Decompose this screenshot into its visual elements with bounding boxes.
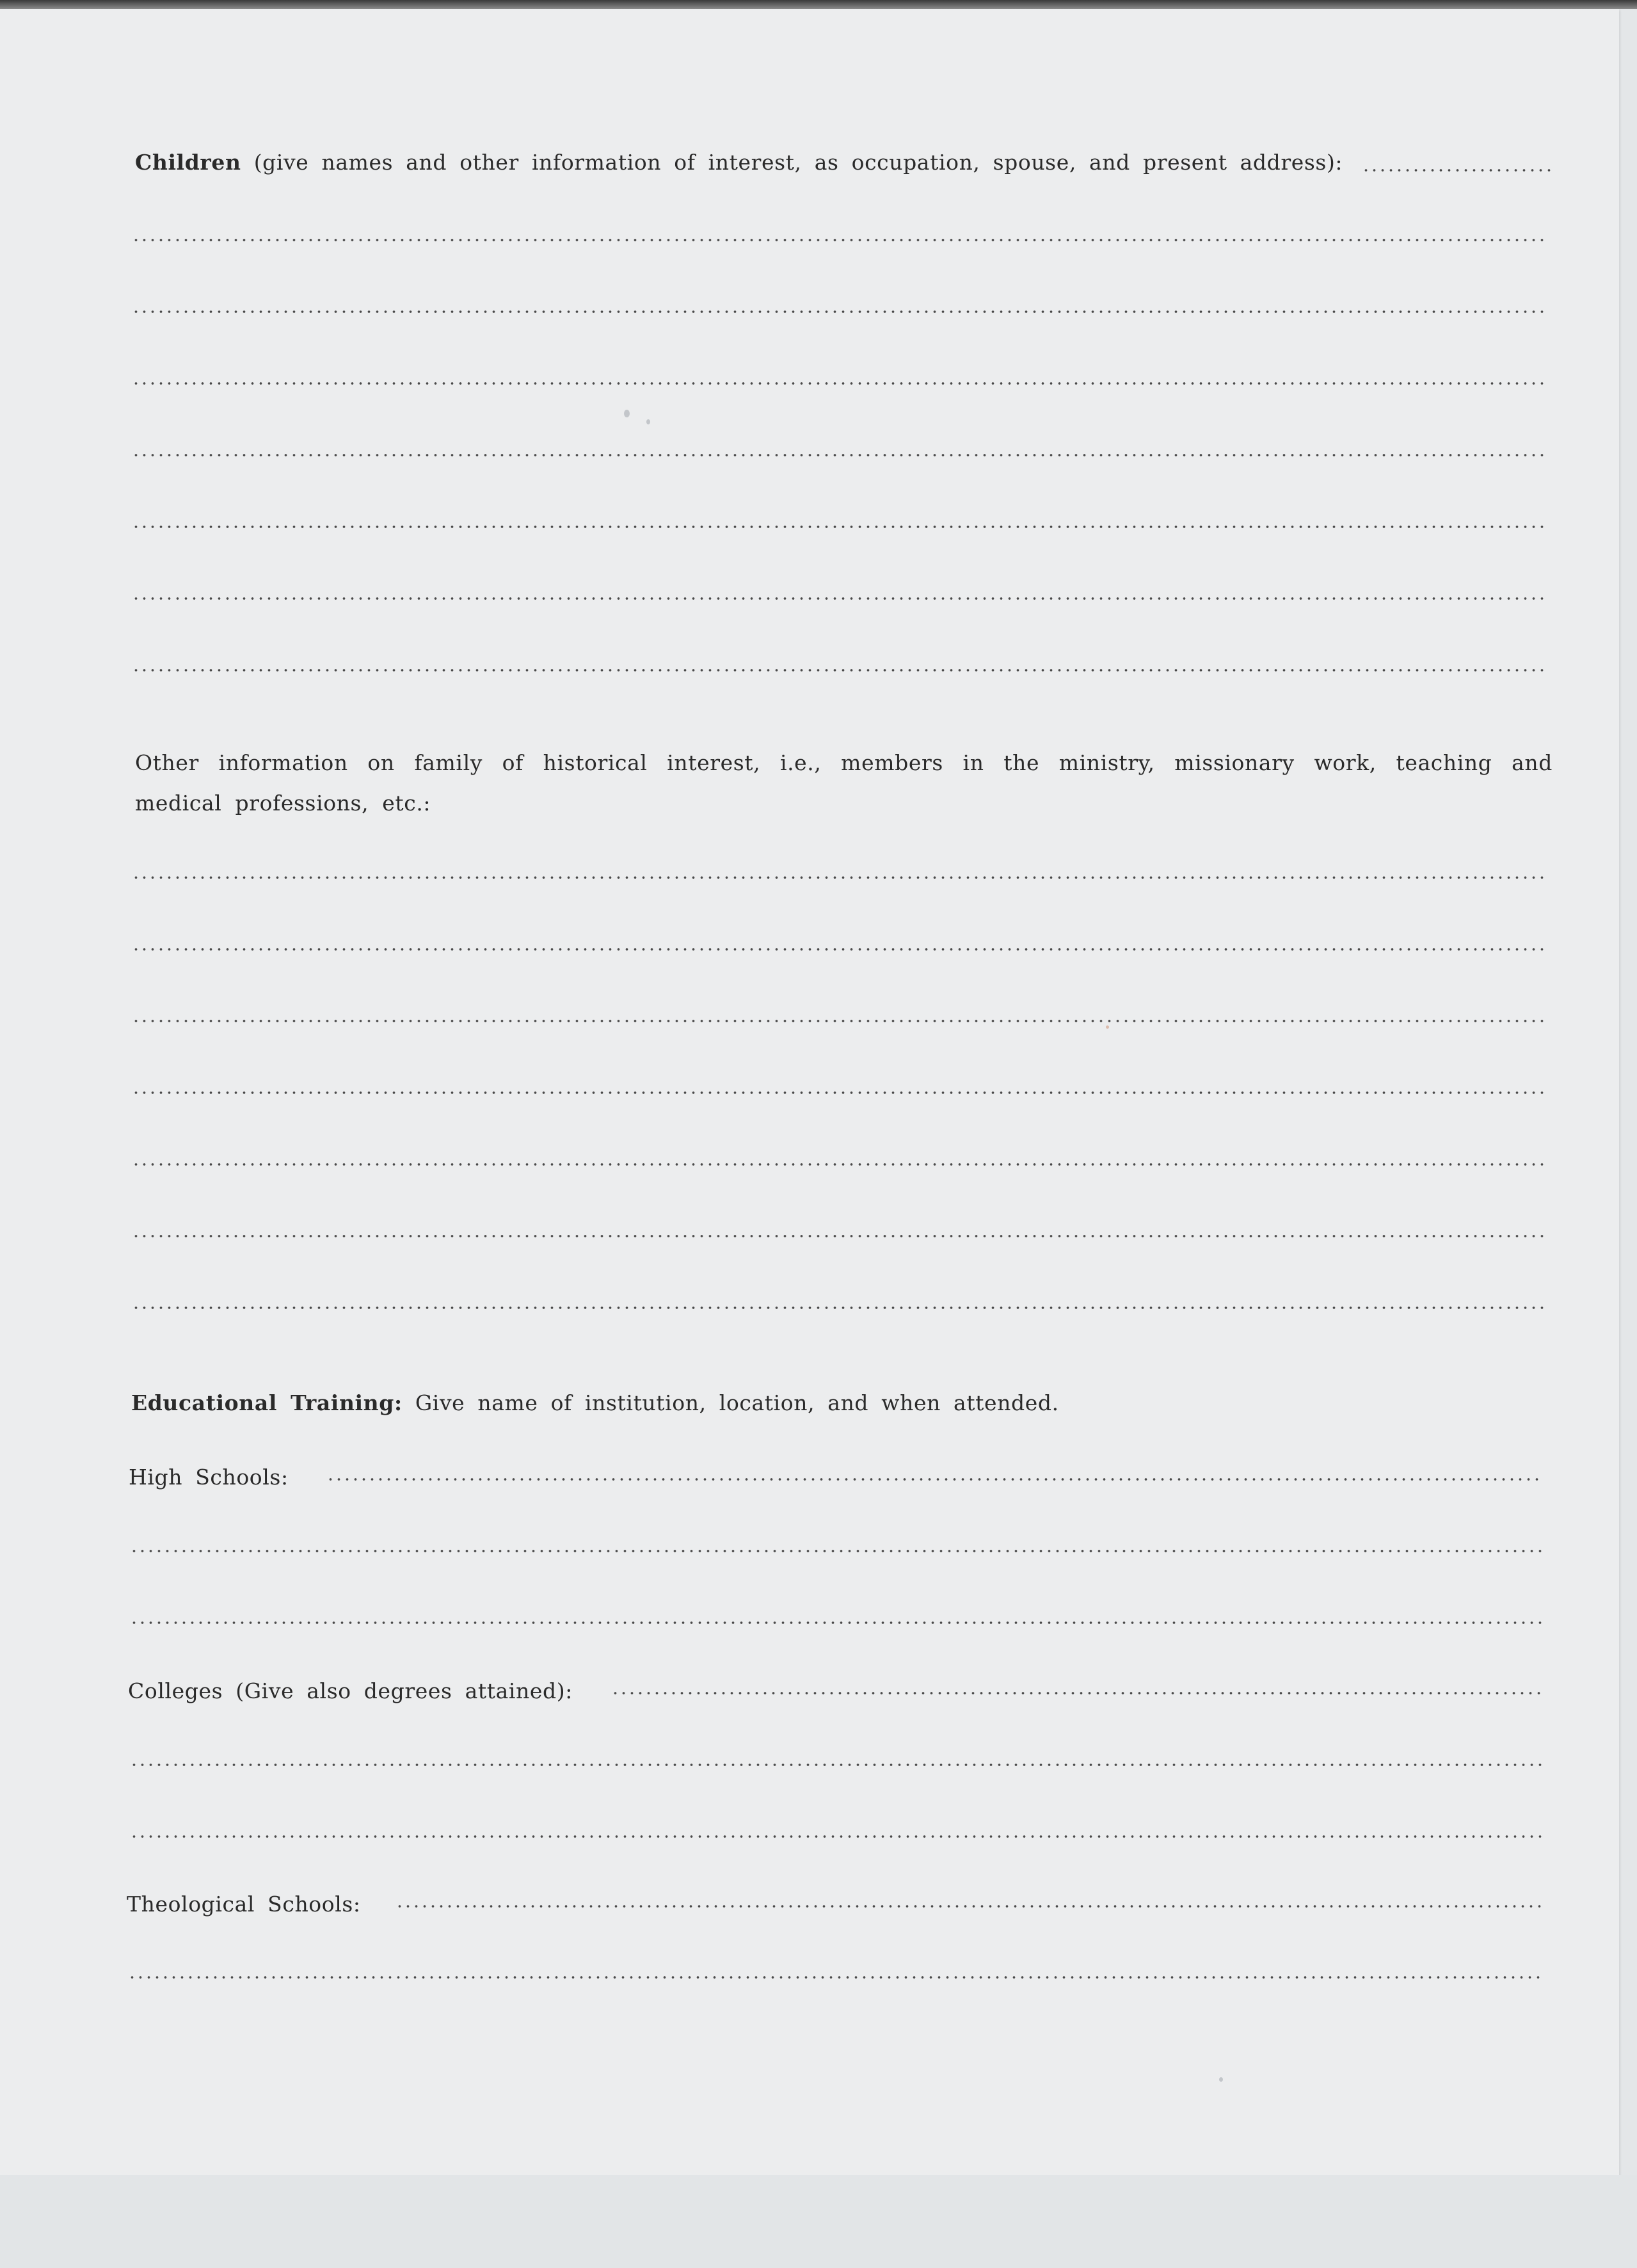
education-heading: Educational Training: bbox=[131, 1390, 403, 1415]
colleges-label: Colleges (Give also degrees attained): bbox=[128, 1678, 573, 1703]
children-entry-line[interactable] bbox=[132, 525, 1546, 529]
education-prompt bbox=[131, 1390, 1059, 1416]
family-info-entry-line[interactable] bbox=[132, 1091, 1546, 1095]
high-schools-label: High Schools: bbox=[129, 1465, 289, 1490]
high-schools-entry-line[interactable] bbox=[130, 1549, 1542, 1553]
family-info-entry-line[interactable] bbox=[132, 876, 1546, 880]
scan-speck bbox=[1219, 2077, 1223, 2082]
children-entry-line[interactable] bbox=[132, 668, 1546, 672]
high-schools-entry-line[interactable] bbox=[130, 1621, 1542, 1625]
family-info-entry-line[interactable] bbox=[132, 1234, 1546, 1238]
children-entry-line[interactable] bbox=[1362, 168, 1553, 172]
scan-top-edge bbox=[0, 0, 1637, 9]
children-entry-line[interactable] bbox=[132, 238, 1546, 242]
family-info-entry-line[interactable] bbox=[132, 1162, 1546, 1166]
high-schools-entry-line[interactable] bbox=[326, 1477, 1542, 1481]
children-entry-line[interactable] bbox=[132, 453, 1546, 457]
colleges-entry-line[interactable] bbox=[130, 1763, 1542, 1767]
scan-speck bbox=[646, 419, 650, 424]
colleges-entry-line[interactable] bbox=[130, 1835, 1542, 1838]
family-info-entry-line[interactable] bbox=[132, 947, 1546, 951]
scan-background bbox=[0, 2175, 1637, 2268]
children-entry-line[interactable] bbox=[132, 382, 1546, 385]
theological-schools-entry-line[interactable] bbox=[128, 1975, 1541, 1979]
children-prompt bbox=[135, 150, 1343, 175]
family-info-entry-line[interactable] bbox=[132, 1306, 1546, 1310]
family-info-prompt: Other information on family of historical interest, i.e., members in the ministry, missionary work, teaching and medical professions, etc.: bbox=[135, 750, 1553, 816]
scan-speck bbox=[624, 410, 630, 417]
theological-schools-entry-line[interactable] bbox=[395, 1904, 1541, 1908]
children-entry-line[interactable] bbox=[132, 597, 1546, 600]
colleges-entry-line[interactable] bbox=[611, 1691, 1542, 1695]
children-heading: Children bbox=[135, 150, 241, 175]
children-instruction: (give names and other information of interest, as occupation, spouse, and present address): bbox=[253, 150, 1343, 175]
family-info-entry-line[interactable] bbox=[132, 1019, 1546, 1023]
scan-speck bbox=[1106, 1025, 1109, 1029]
theological-schools-label: Theological Schools: bbox=[127, 1892, 361, 1917]
children-entry-line[interactable] bbox=[132, 310, 1546, 314]
education-instruction: Give name of institution, location, and when attended. bbox=[415, 1390, 1059, 1415]
